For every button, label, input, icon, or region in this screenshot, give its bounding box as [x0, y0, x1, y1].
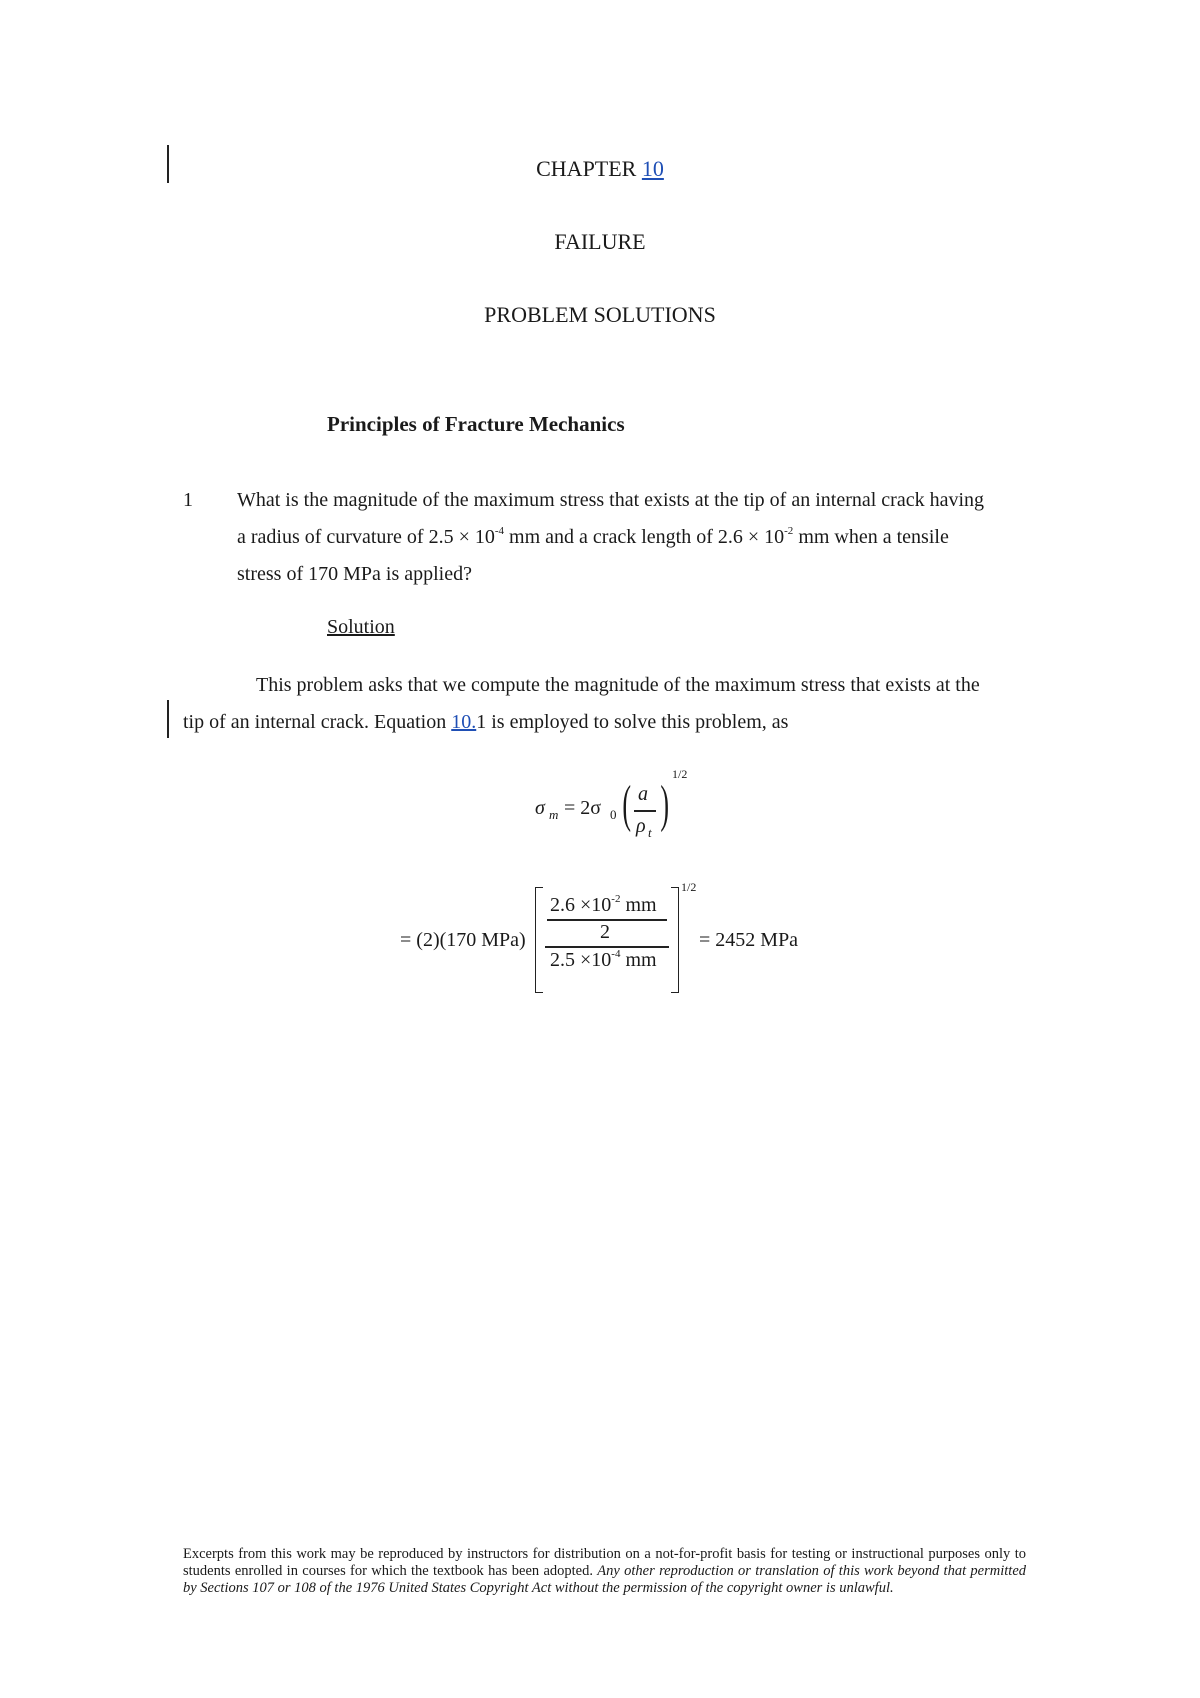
eq2-left-bracket [535, 887, 543, 993]
eq1-equals: = 2σ [564, 797, 602, 819]
eq1-numerator: a [638, 783, 648, 805]
revision-bar-paragraph [167, 700, 169, 738]
equation-link[interactable]: 10. [451, 711, 477, 733]
eq1-denominator: ρ [636, 815, 646, 837]
chapter-subtitle: PROBLEM SOLUTIONS [484, 302, 716, 327]
eq2-result: = 2452 MPa [699, 929, 799, 951]
solution-paragraph-line-1: This problem asks that we compute the magnitude of the maximum stress that exists at the [256, 674, 980, 696]
eq2-num-top: $2.6 \times 10^{-2}$ mm [550, 893, 657, 916]
chapter-heading [0, 156, 1200, 182]
eq1-left-paren: ( [622, 776, 631, 833]
problem-line-3: stress of 170 MPa is applied? [237, 563, 472, 585]
equation-2 [395, 880, 815, 1000]
solution-paragraph-line-2: tip of an internal crack. Equation 10.1 is employed to solve this problem, as [183, 711, 789, 733]
eq2-num-bottom: 2 [600, 921, 610, 943]
eq1-fraction-bar [634, 810, 656, 812]
chapter-number-link[interactable]: 10 [641, 156, 664, 181]
eq2-prefix: = (2)(170 MPa) [400, 929, 526, 951]
copyright-footer [183, 1546, 1026, 1597]
eq2-main-fraction-bar [545, 946, 669, 948]
sigma-m: σ [535, 797, 545, 819]
equation-1: σ m = 2σ 0 ( a ρ t ) 1/2 [535, 767, 688, 840]
chapter-title: FAILURE [554, 229, 646, 254]
eq1-exponent: 1/2 [672, 767, 688, 781]
problem-number: 1 [183, 489, 193, 511]
eq1-right-paren: ) [660, 776, 669, 833]
eq2-denominator: $2.5 \times 10^{-4}$ mm [550, 948, 657, 971]
eq2-exponent: 1/2 [681, 880, 697, 894]
footer-normal-text: Excerpts from this work may be reproduced by instructors for distribution on a not-for-profit basis for testing or instructional purposes only to students enrolled in courses for which the textbook has been adopted. [183, 1546, 1026, 1579]
problem-line-2: a radius of curvature of $2.5 \times 10^{-4}$ mm and a crack length of $2.6 \times 10^{-2}$ mm when a tensile [237, 525, 949, 548]
problem-text [237, 482, 1025, 593]
problem-line-1: What is the magnitude of the maximum stress that exists at the tip of an internal crack having [237, 489, 985, 511]
eq2-right-bracket [671, 887, 679, 993]
solution-label: Solution [327, 616, 395, 638]
footer-italic-text: Any other reproduction or translation of this work beyond that permitted by Sections 107 or 108 of the 1976 United States Copyright Act without the permission of the copyright owner is unlawful. [183, 1563, 1027, 1596]
chapter-word: CHAPTER [536, 156, 637, 181]
section-heading: Principles of Fracture Mechanics [327, 412, 625, 436]
